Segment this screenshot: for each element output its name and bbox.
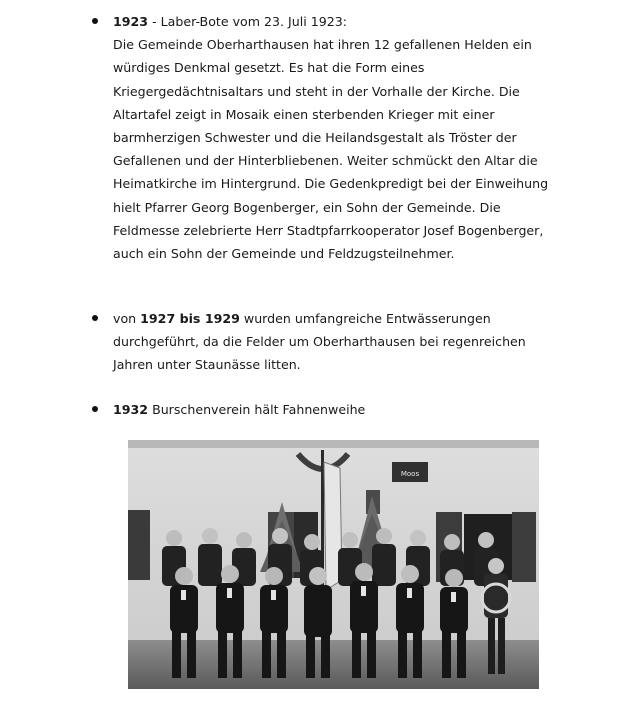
text-line: Gefallenen und der Hinterbliebenen. Weiter schmückt den Altar die <box>113 153 538 169</box>
text-line: Altartafel zeigt in Mosaik einen sterbenden Krieger mit einer <box>113 106 495 122</box>
text-line: Kriegergedächtnisaltars und steht in der Vorhalle der Kirche. Die <box>113 83 520 99</box>
text-line: würdiges Denkmal gesetzt. Es hat die Form eines <box>113 60 425 76</box>
year-label: 1923 <box>113 14 149 29</box>
bullet-icon <box>92 18 98 24</box>
text-line: durchgeführt, da die Felder um Oberharthausen bei regenreichen <box>113 334 526 350</box>
year-label: 1932 <box>113 402 149 417</box>
entry-1932-text <box>113 398 583 421</box>
entry-heading: 1923 - Laber-Bote vom 23. Juli 1923: <box>113 14 348 29</box>
text-line: Jahren unter Staunässe litten. <box>113 357 301 373</box>
text-line: Heimatkirche im Hintergrund. Die Gedenkpredigt bei der Einweihung <box>113 176 549 192</box>
text-line: hielt Pfarrer Georg Bogenberger, ein Sohn der Gemeinde. Die <box>113 199 501 215</box>
year-label: 1929 <box>204 311 240 326</box>
entry-1927-text <box>113 307 583 377</box>
bullet-icon <box>92 315 98 321</box>
historical-photo <box>128 440 539 689</box>
entry-heading: von 1927 bis 1929 wurden umfangreiche Entwässerungen <box>113 311 491 326</box>
entry-heading: 1932 Burschenverein hält Fahnenweihe <box>113 402 366 417</box>
text-line: Die Gemeinde Oberharthausen hat ihren 12 gefallenen Helden ein <box>113 37 532 53</box>
text-line: Feldmesse zelebrierte Herr Stadtpfarrkooperator Josef Bogenberger, <box>113 222 544 238</box>
bullet-icon <box>92 406 98 412</box>
window-shutter <box>128 510 150 580</box>
text-line: barmherzigen Schwester und die Heilandsgestalt als Tröster der <box>113 130 517 146</box>
year-label: 1927 <box>140 311 176 326</box>
entry-1923-text <box>113 10 583 265</box>
house-sign-text: Moos <box>400 470 420 478</box>
text-line: auch ein Sohn der Gemeinde und Feldzugsteilnehmer. <box>113 246 455 262</box>
photo-illustration <box>128 440 539 689</box>
